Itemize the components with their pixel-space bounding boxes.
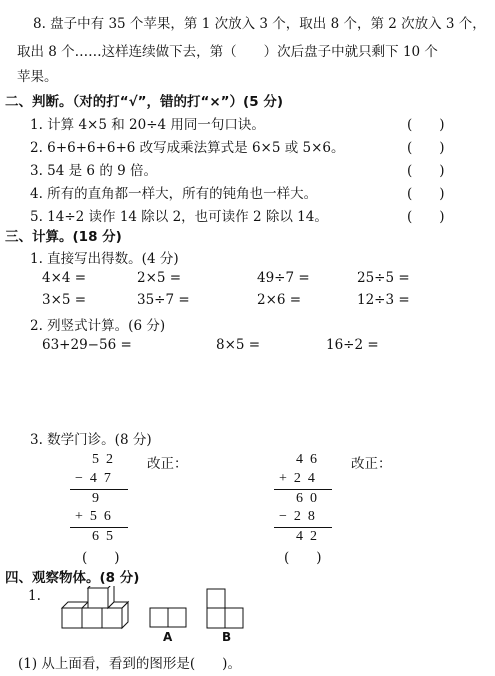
- mental-calc-2: 2×5 =: [137, 270, 182, 286]
- mental-calc-8: 12÷3 =: [357, 292, 410, 308]
- judge-item-3: 3. 54 是 6 的 9 倍。: [30, 163, 157, 179]
- clinic-right-line5: 4 2: [296, 529, 317, 544]
- clinic-right-line1: 4 6: [296, 452, 317, 467]
- section3-title: 三、计算。(18 分): [5, 229, 122, 245]
- judge-item-1: 1. 计算 4×5 和 20÷4 用同一句口诀。: [30, 117, 265, 133]
- clinic-left-line4: + 5 6: [75, 509, 111, 524]
- clinic-right-rule-2: [274, 527, 332, 528]
- clinic-right-paren[interactable]: ( ): [284, 550, 322, 566]
- view-figure-b: [206, 588, 246, 630]
- figure-a-label: A: [163, 630, 173, 644]
- vertical-calc-2: 8×5 =: [216, 337, 261, 353]
- clinic-left-rule-1: [70, 489, 128, 490]
- vertical-calc-1: 63+29−56 =: [42, 337, 132, 353]
- calc-sub1-label: 1. 直接写出得数。(4 分): [30, 251, 179, 267]
- clinic-left-line5: 6 5: [92, 529, 113, 544]
- judge-answer-4[interactable]: ( ): [407, 186, 445, 202]
- view-figure-a: [149, 607, 189, 629]
- mental-calc-7: 2×6 =: [257, 292, 302, 308]
- mental-calc-6: 35÷7 =: [137, 292, 190, 308]
- clinic-left-line1: 5 2: [92, 452, 113, 467]
- mental-calc-4: 25÷5 =: [357, 270, 410, 286]
- clinic-right-line4: − 2 8: [279, 509, 315, 524]
- vertical-calc-3: 16÷2 =: [326, 337, 379, 353]
- section4-question-1: (1) 从上面看，看到的图形是( )。: [18, 656, 241, 672]
- mental-calc-3: 49÷7 =: [257, 270, 310, 286]
- judge-answer-2[interactable]: ( ): [407, 140, 445, 156]
- mental-calc-5: 3×5 =: [42, 292, 87, 308]
- mental-calc-1: 4×4 =: [42, 270, 87, 286]
- cube-stack-figure: [60, 586, 132, 632]
- clinic-right-line2: + 2 4: [279, 471, 315, 486]
- clinic-left-paren[interactable]: ( ): [82, 550, 120, 566]
- clinic-right-line3: 6 0: [296, 491, 317, 506]
- section2-title: 二、判断。（对的打“√”，错的打“×”）(5 分): [5, 94, 283, 110]
- judge-item-4: 4. 所有的直角都一样大，所有的钝角也一样大。: [30, 186, 318, 202]
- judge-item-2: 2. 6+6+6+6+6 改写成乘法算式是 6×5 或 5×6。: [30, 140, 345, 156]
- section4-title: 四、观察物体。(8 分): [5, 570, 140, 586]
- clinic-right-rule-1: [274, 489, 332, 490]
- judge-item-5: 5. 14÷2 读作 14 除以 2，也可读作 2 除以 14。: [30, 209, 328, 225]
- q8-line2: 取出 8 个……这样连续做下去，第（ ）次后盘子中就只剩下 10 个: [17, 44, 438, 60]
- judge-answer-1[interactable]: ( ): [407, 117, 445, 133]
- clinic-left-line2: − 4 7: [75, 471, 111, 486]
- calc-sub3-label: 3. 数学门诊。(8 分): [30, 432, 152, 448]
- section4-item-number: 1.: [28, 588, 41, 604]
- clinic-left-line3: 9: [92, 491, 99, 506]
- q8-line1: 8. 盘子中有 35 个苹果，第 1 次放入 3 个，取出 8 个，第 2 次放入 3 个，: [33, 16, 486, 32]
- clinic-left-correct-label: 改正：: [147, 456, 188, 472]
- q8-line3: 苹果。: [17, 69, 58, 85]
- clinic-right-correct-label: 改正：: [351, 456, 392, 472]
- figure-b-label: B: [222, 630, 232, 644]
- calc-sub2-label: 2. 列竖式计算。(6 分): [30, 318, 166, 334]
- judge-answer-3[interactable]: ( ): [407, 163, 445, 179]
- clinic-left-rule-2: [70, 527, 128, 528]
- judge-answer-5[interactable]: ( ): [407, 209, 445, 225]
